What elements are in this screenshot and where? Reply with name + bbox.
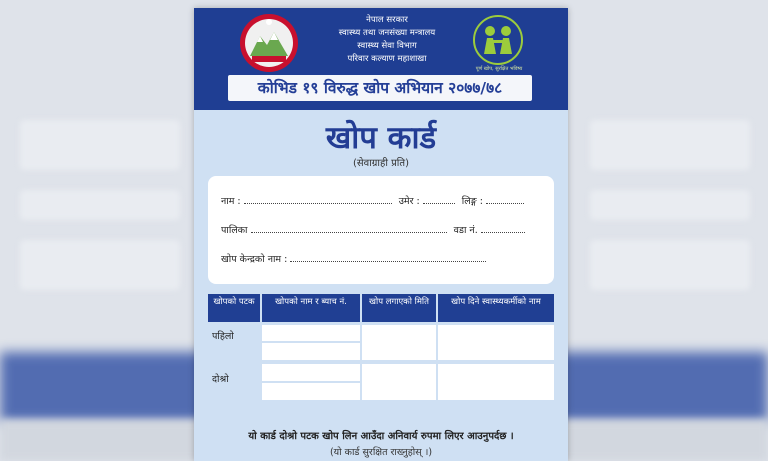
column-header: खोपको नाम र ब्याच नं. [262, 294, 360, 322]
table-cell[interactable] [262, 364, 360, 381]
table-cell[interactable] [262, 343, 360, 360]
gender-label: लिङ्ग : [461, 196, 483, 207]
family-welfare-logo-icon [472, 14, 524, 66]
column-header: खोप लगाएको मिति [362, 294, 436, 322]
name-row [221, 194, 524, 207]
ward-label: वडा नं. [453, 225, 478, 236]
table-cell[interactable] [262, 383, 360, 400]
background-blur [590, 240, 750, 290]
card-subtitle: (सेवाग्राही प्रति) [352, 158, 409, 169]
background-blur [20, 120, 180, 170]
name-field[interactable] [244, 195, 392, 204]
card-header [194, 8, 568, 110]
card-instruction: यो कार्ड दोश्रो पटक खोप लिन आउँदा अनिवार्य रुपमा लिएर आउनुपर्दछ । [248, 431, 514, 442]
vaccine-card [194, 8, 568, 461]
table-cell[interactable] [262, 325, 360, 341]
municipality-field[interactable] [251, 224, 447, 233]
name-label: नाम : [221, 196, 241, 207]
gov-line: नेपाल सरकार [366, 15, 408, 25]
center-row [221, 252, 486, 265]
center-field[interactable] [290, 253, 486, 262]
government-lines [302, 14, 472, 66]
gov-line: स्वास्थ्य तथा जनसंख्या मन्त्रालय [338, 28, 436, 38]
age-field[interactable] [423, 195, 455, 204]
age-label: उमेर : [398, 196, 420, 207]
card-title: खोप कार्ड [325, 120, 437, 156]
table-cell[interactable] [438, 325, 554, 360]
gov-line: परिवार कल्याण महाशाखा [347, 54, 427, 64]
background-blur [20, 240, 180, 290]
nepal-emblem-icon [238, 12, 300, 74]
gov-line: स्वास्थ्य सेवा विभाग [357, 41, 417, 51]
center-label: खोप केन्द्रको नाम : [221, 254, 288, 265]
gender-field[interactable] [486, 195, 524, 204]
campaign-title: कोभिड १९ विरुद्ध खोप अभियान २०७७/७८ [228, 75, 532, 101]
personal-info-box [208, 176, 554, 284]
card-keep-safe-note: (यो कार्ड सुरक्षित राख्नुहोस् ।) [329, 447, 433, 458]
background-blur [590, 190, 750, 220]
column-header: खोपको पटक [208, 294, 260, 322]
table-cell[interactable] [362, 325, 436, 360]
table-cell[interactable] [438, 364, 554, 400]
background-blur [20, 190, 180, 220]
background-blur [590, 120, 750, 170]
ward-field[interactable] [481, 224, 525, 233]
dose-label: दोश्रो [212, 374, 229, 385]
logo-caption: पूर्ण खोप, सुरक्षित भविष्य [475, 66, 523, 72]
table-cell[interactable] [362, 364, 436, 400]
municipality-label: पालिका [221, 225, 248, 236]
municipality-row [221, 223, 525, 236]
column-header: खोप दिने स्वास्थ्यकर्मीको नाम [438, 294, 554, 322]
dose-label: पहिलो [212, 331, 234, 342]
